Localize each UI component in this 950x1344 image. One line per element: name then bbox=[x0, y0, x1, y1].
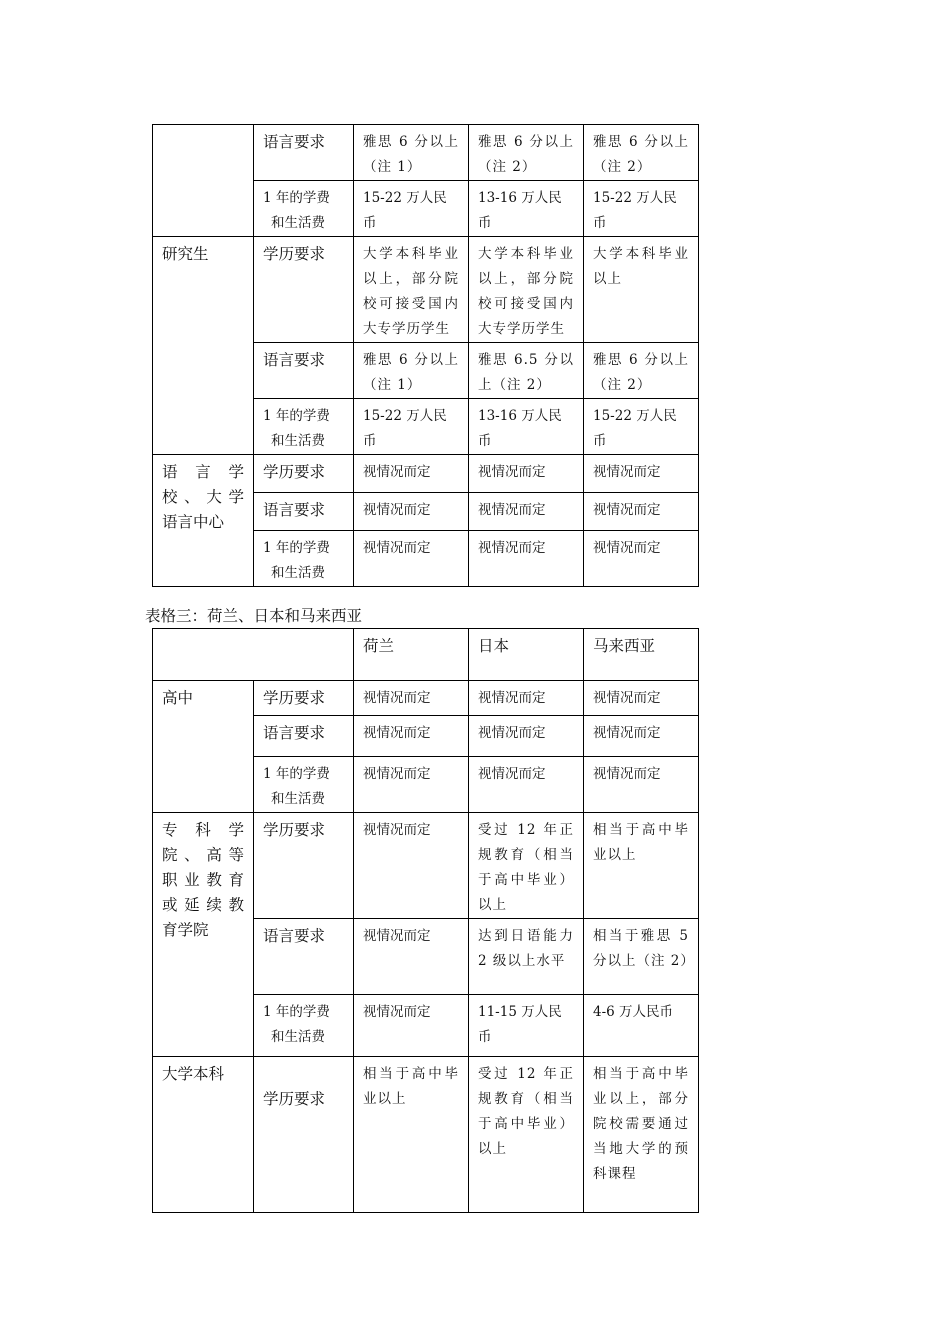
section-label: 大学本科 bbox=[153, 1057, 254, 1213]
section-cell-empty bbox=[153, 125, 254, 237]
label-line: 和生活费 bbox=[271, 433, 325, 449]
cell: 15-22 万人民币 bbox=[584, 399, 699, 455]
section-label bbox=[153, 813, 254, 1057]
cell: 视情况而定 bbox=[354, 455, 469, 493]
row-label: 学历要求 bbox=[254, 455, 354, 493]
table-row bbox=[153, 125, 699, 181]
cell: 视情况而定 bbox=[354, 919, 469, 995]
cell: 雅思 6 分以上（注 2） bbox=[584, 125, 699, 181]
cell: 雅思 6 分以上（注 1） bbox=[354, 343, 469, 399]
cell: 大学本科毕业以上，部分院校可接受国内大专学历学生 bbox=[354, 237, 469, 343]
cell: 13-16 万人民币 bbox=[469, 181, 584, 237]
cell: 视情况而定 bbox=[354, 531, 469, 587]
cell: 达到日语能力 2 级以上水平 bbox=[469, 919, 584, 995]
cell: 雅思 6.5 分以上（注 2） bbox=[469, 343, 584, 399]
column-header: 荷兰 bbox=[354, 629, 469, 681]
row-label bbox=[254, 757, 354, 813]
label-line: 或延续教 bbox=[162, 896, 244, 914]
row-label: 学历要求 bbox=[254, 1057, 354, 1213]
cell: 视情况而定 bbox=[354, 716, 469, 757]
label-line: 1 年的学费 bbox=[263, 766, 330, 782]
cell: 13-16 万人民币 bbox=[469, 399, 584, 455]
label-line: 1 年的学费 bbox=[263, 1004, 330, 1020]
table-row bbox=[153, 681, 699, 716]
cell: 视情况而定 bbox=[584, 493, 699, 531]
label-line: 校、大学 bbox=[162, 488, 244, 506]
row-label: 语言要求 bbox=[254, 125, 354, 181]
row-label bbox=[254, 399, 354, 455]
cell: 视情况而定 bbox=[469, 681, 584, 716]
label-line: 院、高等 bbox=[162, 846, 244, 864]
cell: 视情况而定 bbox=[354, 493, 469, 531]
label-line: 和生活费 bbox=[271, 1029, 325, 1045]
row-label: 语言要求 bbox=[254, 343, 354, 399]
table-caption: 表格三：荷兰、日本和马来西亚 bbox=[145, 607, 363, 625]
cell: 雅思 6 分以上（注 2） bbox=[584, 343, 699, 399]
section-label: 研究生 bbox=[153, 237, 254, 455]
cell: 15-22 万人民币 bbox=[354, 181, 469, 237]
column-header: 日本 bbox=[469, 629, 584, 681]
cell: 雅思 6 分以上（注 1） bbox=[354, 125, 469, 181]
row-label: 语言要求 bbox=[254, 716, 354, 757]
label-line: 1 年的学费 bbox=[263, 190, 330, 206]
table-requirements-1 bbox=[152, 124, 699, 587]
cell: 雅思 6 分以上（注 2） bbox=[469, 125, 584, 181]
label-line: 和生活费 bbox=[271, 565, 325, 581]
row-label: 学历要求 bbox=[254, 813, 354, 919]
label-line: 1 年的学费 bbox=[263, 408, 330, 424]
row-label: 语言要求 bbox=[254, 493, 354, 531]
label-line: 专 科 学 bbox=[162, 821, 244, 839]
cell: 15-22 万人民币 bbox=[584, 181, 699, 237]
label-line: 职业教育 bbox=[162, 871, 244, 889]
cell: 相当于雅思 5 分以上（注 2） bbox=[584, 919, 699, 995]
cell: 受过 12 年正规教育（相当于高中毕业）以上 bbox=[469, 813, 584, 919]
row-label: 学历要求 bbox=[254, 237, 354, 343]
label-line: 语言中心 bbox=[162, 513, 225, 531]
cell: 视情况而定 bbox=[584, 531, 699, 587]
cell: 11-15 万人民币 bbox=[469, 995, 584, 1057]
header-empty bbox=[153, 629, 354, 681]
cell: 视情况而定 bbox=[469, 455, 584, 493]
cell: 视情况而定 bbox=[584, 757, 699, 813]
table-header-row bbox=[153, 629, 699, 681]
column-header: 马来西亚 bbox=[584, 629, 699, 681]
cell: 视情况而定 bbox=[354, 995, 469, 1057]
cell: 视情况而定 bbox=[354, 757, 469, 813]
cell: 受过 12 年正规教育（相当于高中毕业）以上 bbox=[469, 1057, 584, 1213]
cell: 视情况而定 bbox=[584, 455, 699, 493]
section-label: 高中 bbox=[153, 681, 254, 813]
cell: 视情况而定 bbox=[469, 493, 584, 531]
cell: 相当于高中毕业以上 bbox=[584, 813, 699, 919]
table-row bbox=[153, 813, 699, 919]
table-requirements-3 bbox=[152, 628, 699, 1213]
table-row bbox=[153, 1057, 699, 1213]
table-row bbox=[153, 237, 699, 343]
cell: 大学本科毕业以上 bbox=[584, 237, 699, 343]
cell: 视情况而定 bbox=[469, 716, 584, 757]
table-row bbox=[153, 455, 699, 493]
cell: 视情况而定 bbox=[584, 716, 699, 757]
cell: 大学本科毕业以上，部分院校可接受国内大专学历学生 bbox=[469, 237, 584, 343]
cell: 视情况而定 bbox=[354, 813, 469, 919]
cell: 4-6 万人民币 bbox=[584, 995, 699, 1057]
cell: 相当于高中毕业以上 bbox=[354, 1057, 469, 1213]
label-line: 1 年的学费 bbox=[263, 540, 330, 556]
row-label bbox=[254, 181, 354, 237]
label-line: 育学院 bbox=[162, 921, 209, 939]
cell: 15-22 万人民币 bbox=[354, 399, 469, 455]
cell: 视情况而定 bbox=[354, 681, 469, 716]
label-line: 和生活费 bbox=[271, 791, 325, 807]
cell: 视情况而定 bbox=[469, 757, 584, 813]
label-line: 和生活费 bbox=[271, 215, 325, 231]
row-label: 学历要求 bbox=[254, 681, 354, 716]
section-label bbox=[153, 455, 254, 587]
cell: 视情况而定 bbox=[584, 681, 699, 716]
row-label bbox=[254, 531, 354, 587]
row-label: 语言要求 bbox=[254, 919, 354, 995]
cell: 相当于高中毕业以上，部分院校需要通过当地大学的预科课程 bbox=[584, 1057, 699, 1213]
cell: 视情况而定 bbox=[469, 531, 584, 587]
label-line: 语 言 学 bbox=[162, 463, 244, 481]
row-label bbox=[254, 995, 354, 1057]
